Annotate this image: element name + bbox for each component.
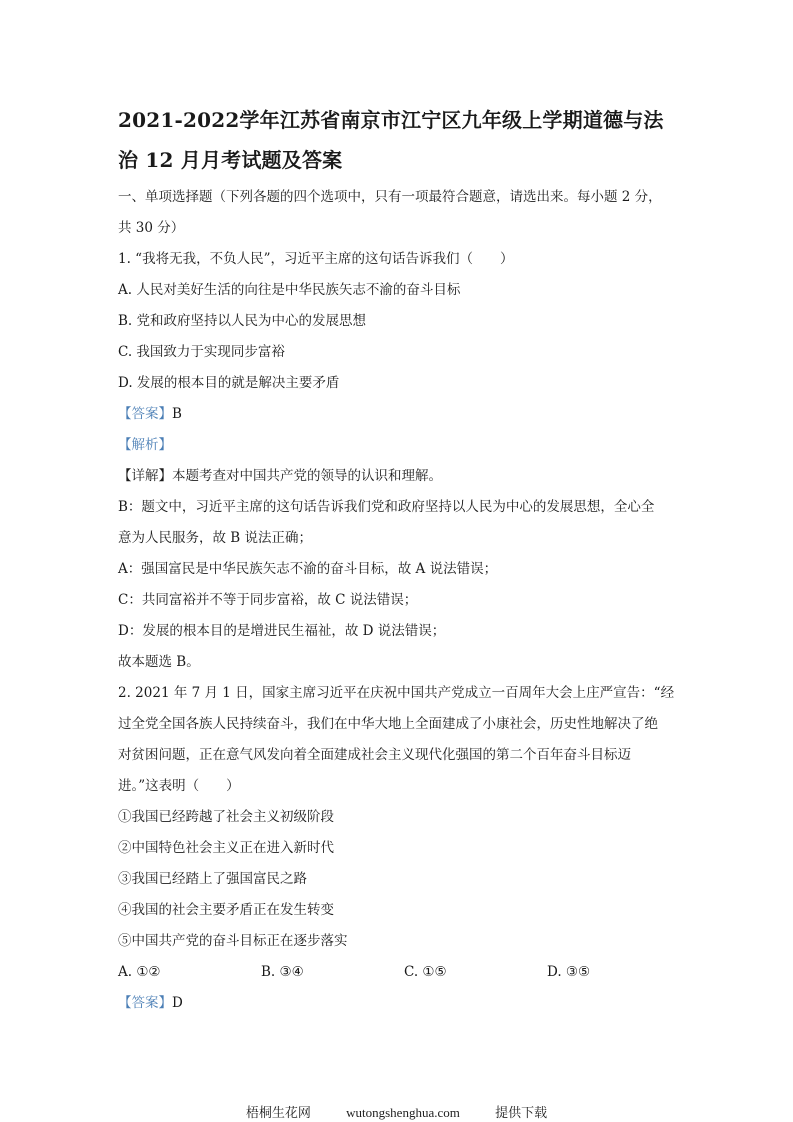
- option-b: B. 党和政府坚持以人民为中心的发展思想: [118, 313, 367, 329]
- statement-1: ①我国已经跨越了社会主义初级阶段: [118, 809, 334, 825]
- statement-3: ③我国已经踏上了强国富民之路: [118, 871, 307, 887]
- detail-intro: 本题考查对中国共产党的领导的认识和理解。: [172, 468, 442, 484]
- question-stem-line: 对贫困问题，正在意气风发向着全面建成社会主义现代化强国的第二个百年奋斗目标迈: [118, 747, 631, 763]
- title-line-1: 2021-2022学年江苏省南京市江宁区九年级上学期道德与法: [118, 108, 664, 132]
- option-a: A. ①②: [118, 964, 161, 980]
- explanation-line: A：强国富民是中华民族矢志不渝的奋斗目标，故 A 说法错误；: [118, 561, 498, 577]
- detail-line: [118, 461, 690, 492]
- option-c: C. 我国致力于实现同步富裕: [118, 344, 285, 360]
- option-d: D. ③⑤: [547, 964, 591, 980]
- document-page: [118, 100, 690, 1019]
- question-stem: 1. “我将无我，不负人民”，习近平主席的这句话告诉我们（ ）: [118, 251, 514, 267]
- statement-5: ⑤中国共产党的奋斗目标正在逐步落实: [118, 933, 348, 949]
- question-2: [118, 678, 690, 1019]
- section-heading-line-1: 一、单项选择题（下列各题的四个选项中，只有一项最符合题意，请选出来。每小题 2 分，: [118, 189, 662, 205]
- question-stem-line: 过全党全国各族人民持续奋斗，我们在中华大地上全面建成了小康社会，历史性地解决了绝: [118, 716, 658, 732]
- answer-tag: 【答案】: [118, 406, 172, 422]
- title-line-2: 治 12 月月考试题及答案: [118, 148, 343, 172]
- answer-tag: 【答案】: [118, 995, 172, 1011]
- analysis-tag: 【解析】: [118, 437, 172, 453]
- answer-line: [118, 399, 690, 430]
- answer-value: B: [172, 406, 182, 422]
- explanation-line: 故本题选 B。: [118, 654, 200, 670]
- explanation-line: D：发展的根本目的是增进民生福祉，故 D 说法错误；: [118, 623, 446, 639]
- statement-4: ④我国的社会主要矛盾正在发生转变: [118, 902, 334, 918]
- option-d: D. 发展的根本目的就是解决主要矛盾: [118, 375, 340, 391]
- option-c: C. ①⑤: [404, 964, 447, 980]
- question-stem-line: 进。”这表明（ ）: [118, 778, 240, 794]
- question-1: [118, 244, 690, 678]
- detail-tag: 【详解】: [118, 468, 172, 484]
- document-title: [118, 100, 690, 180]
- section-heading-line-2: 共 30 分）: [118, 220, 185, 236]
- answer-value: D: [172, 995, 183, 1011]
- option-a: A. 人民对美好生活的向往是中华民族矢志不渝的奋斗目标: [118, 282, 461, 298]
- footer-site-name: 梧桐生花网: [245, 1105, 311, 1120]
- question-stem-line: 2. 2021 年 7 月 1 日，国家主席习近平在庆祝中国共产党成立一百周年大会上庄严宣告：“经: [118, 685, 675, 701]
- footer-site-url: wutongshenghua.com: [346, 1105, 460, 1120]
- options-row: [118, 957, 690, 988]
- answer-line: [118, 988, 690, 1019]
- analysis-line: [118, 430, 690, 461]
- option-b: B. ③④: [261, 964, 304, 980]
- explanation-line: C：共同富裕并不等于同步富裕，故 C 说法错误；: [118, 592, 418, 608]
- explanation-line: B：题文中，习近平主席的这句话告诉我们党和政府坚持以人民为中心的发展思想，全心全: [118, 499, 655, 515]
- explanation-line: 意为人民服务，故 B 说法正确；: [118, 530, 313, 546]
- footer-note: 提供下载: [495, 1105, 548, 1120]
- statement-2: ②中国特色社会主义正在进入新时代: [118, 840, 334, 856]
- page-footer: [0, 1102, 793, 1121]
